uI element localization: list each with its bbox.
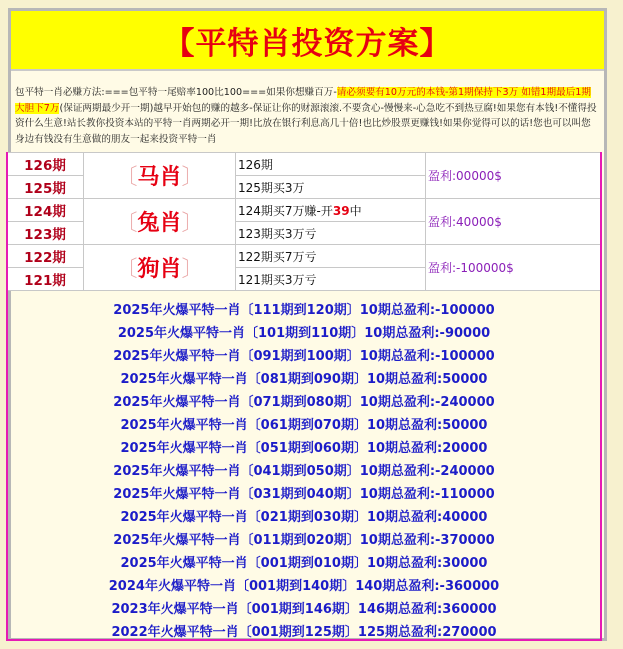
zodiac-cell: 〔兔肖〕 xyxy=(84,199,236,245)
period-cell: 123期 xyxy=(7,222,84,245)
detail-cell: 123期买3万亏 xyxy=(236,222,426,245)
history-line: 2025年火爆平特一肖〔061期到070期〕10期总盈利:50000 xyxy=(120,418,488,433)
zodiac-cell: 〔马肖〕 xyxy=(84,153,236,199)
table-row xyxy=(7,245,602,268)
history-line: 2025年火爆平特一肖〔111期到120期〕10期总盈利:-100000 xyxy=(113,303,495,318)
detail-cell: 126期 xyxy=(236,153,426,176)
period-cell: 124期 xyxy=(7,199,84,222)
page-title: 【平特肖投资方案】 xyxy=(11,11,604,71)
history-line: 2022年火爆平特一肖〔001期到125期〕125期总盈利:270000 xyxy=(111,625,497,640)
history-line: 2025年火爆平特一肖〔081期到090期〕10期总盈利:50000 xyxy=(120,372,488,387)
profit-cell: 盈利:40000$ xyxy=(426,199,602,245)
period-cell: 125期 xyxy=(7,176,84,199)
intro-part-3: (保证两期最少开一期)越早开始包的赚的越多-保证让你的财源滚滚.不要贪心-慢慢来-心急吃不到热豆腐!如果您有本钱!不懂得投资什么生意!站长教你投资本站的平特一肖两期必开一期!比放在银行利息高几十倍!也比炒股票更赚钱!如果你觉得可以的话!您也可以叫您身边有钱没有生意做的朋友一起来投资平特一肖 xyxy=(15,102,597,145)
history-line: 2025年火爆平特一肖〔021期到030期〕10期总盈利:40000 xyxy=(120,510,488,525)
picks-table xyxy=(6,152,602,291)
table-row xyxy=(7,199,602,222)
detail-cell: 125期买3万 xyxy=(236,176,426,199)
profit-cell: 盈利:00000$ xyxy=(426,153,602,199)
history-line: 2025年火爆平特一肖〔011期到020期〕10期总盈利:-370000 xyxy=(113,533,495,548)
detail-cell: 122期买7万亏 xyxy=(236,245,426,268)
open-suffix: 中 xyxy=(349,203,362,218)
intro-text xyxy=(11,71,604,163)
pink-side-right xyxy=(600,152,602,297)
detail-cell: 121期买3万亏 xyxy=(236,268,426,291)
intro-highlight: 请必须要有10万元的本钱-第1期保持下3万 如错1期最后1期大胆下7万 xyxy=(15,87,592,114)
history-line: 2025年火爆平特一肖〔001期到010期〕10期总盈利:30000 xyxy=(120,556,488,571)
open-number: 39 xyxy=(332,203,350,218)
table-row xyxy=(7,153,602,176)
intro-part-1: 包平特一肖必赚方法:===包平特一尾赔率100比100===如果你想赚百万- xyxy=(15,87,337,98)
zodiac-label: 兔肖 xyxy=(137,211,182,236)
history-line: 2025年火爆平特一肖〔071期到080期〕10期总盈利:-240000 xyxy=(113,395,495,410)
period-cell: 121期 xyxy=(7,268,84,291)
zodiac-cell: 〔狗肖〕 xyxy=(84,245,236,291)
zodiac-label: 马肖 xyxy=(137,165,182,190)
history-line: 2025年火爆平特一肖〔041期到050期〕10期总盈利:-240000 xyxy=(113,464,495,479)
history-line: 2025年火爆平特一肖〔031期到040期〕10期总盈利:-110000 xyxy=(113,487,495,502)
period-cell: 122期 xyxy=(7,245,84,268)
history-line: 2025年火爆平特一肖〔101期到110期〕10期总盈利:-90000 xyxy=(117,326,491,341)
history-line: 2024年火爆平特一肖〔001期到140期〕140期总盈利:-360000 xyxy=(108,579,500,594)
history-list xyxy=(6,297,602,641)
detail-text: 124期买7万赚-开 xyxy=(238,203,333,218)
pink-side-left xyxy=(6,152,8,297)
history-line: 2023年火爆平特一肖〔001期到146期〕146期总盈利:360000 xyxy=(111,602,497,617)
history-line: 2025年火爆平特一肖〔051期到060期〕10期总盈利:20000 xyxy=(120,441,488,456)
profit-cell: 盈利:-100000$ xyxy=(426,245,602,291)
history-line: 2025年火爆平特一肖〔091期到100期〕10期总盈利:-100000 xyxy=(113,349,495,364)
period-cell: 126期 xyxy=(7,153,84,176)
zodiac-label: 狗肖 xyxy=(137,257,182,282)
detail-cell xyxy=(236,199,426,222)
